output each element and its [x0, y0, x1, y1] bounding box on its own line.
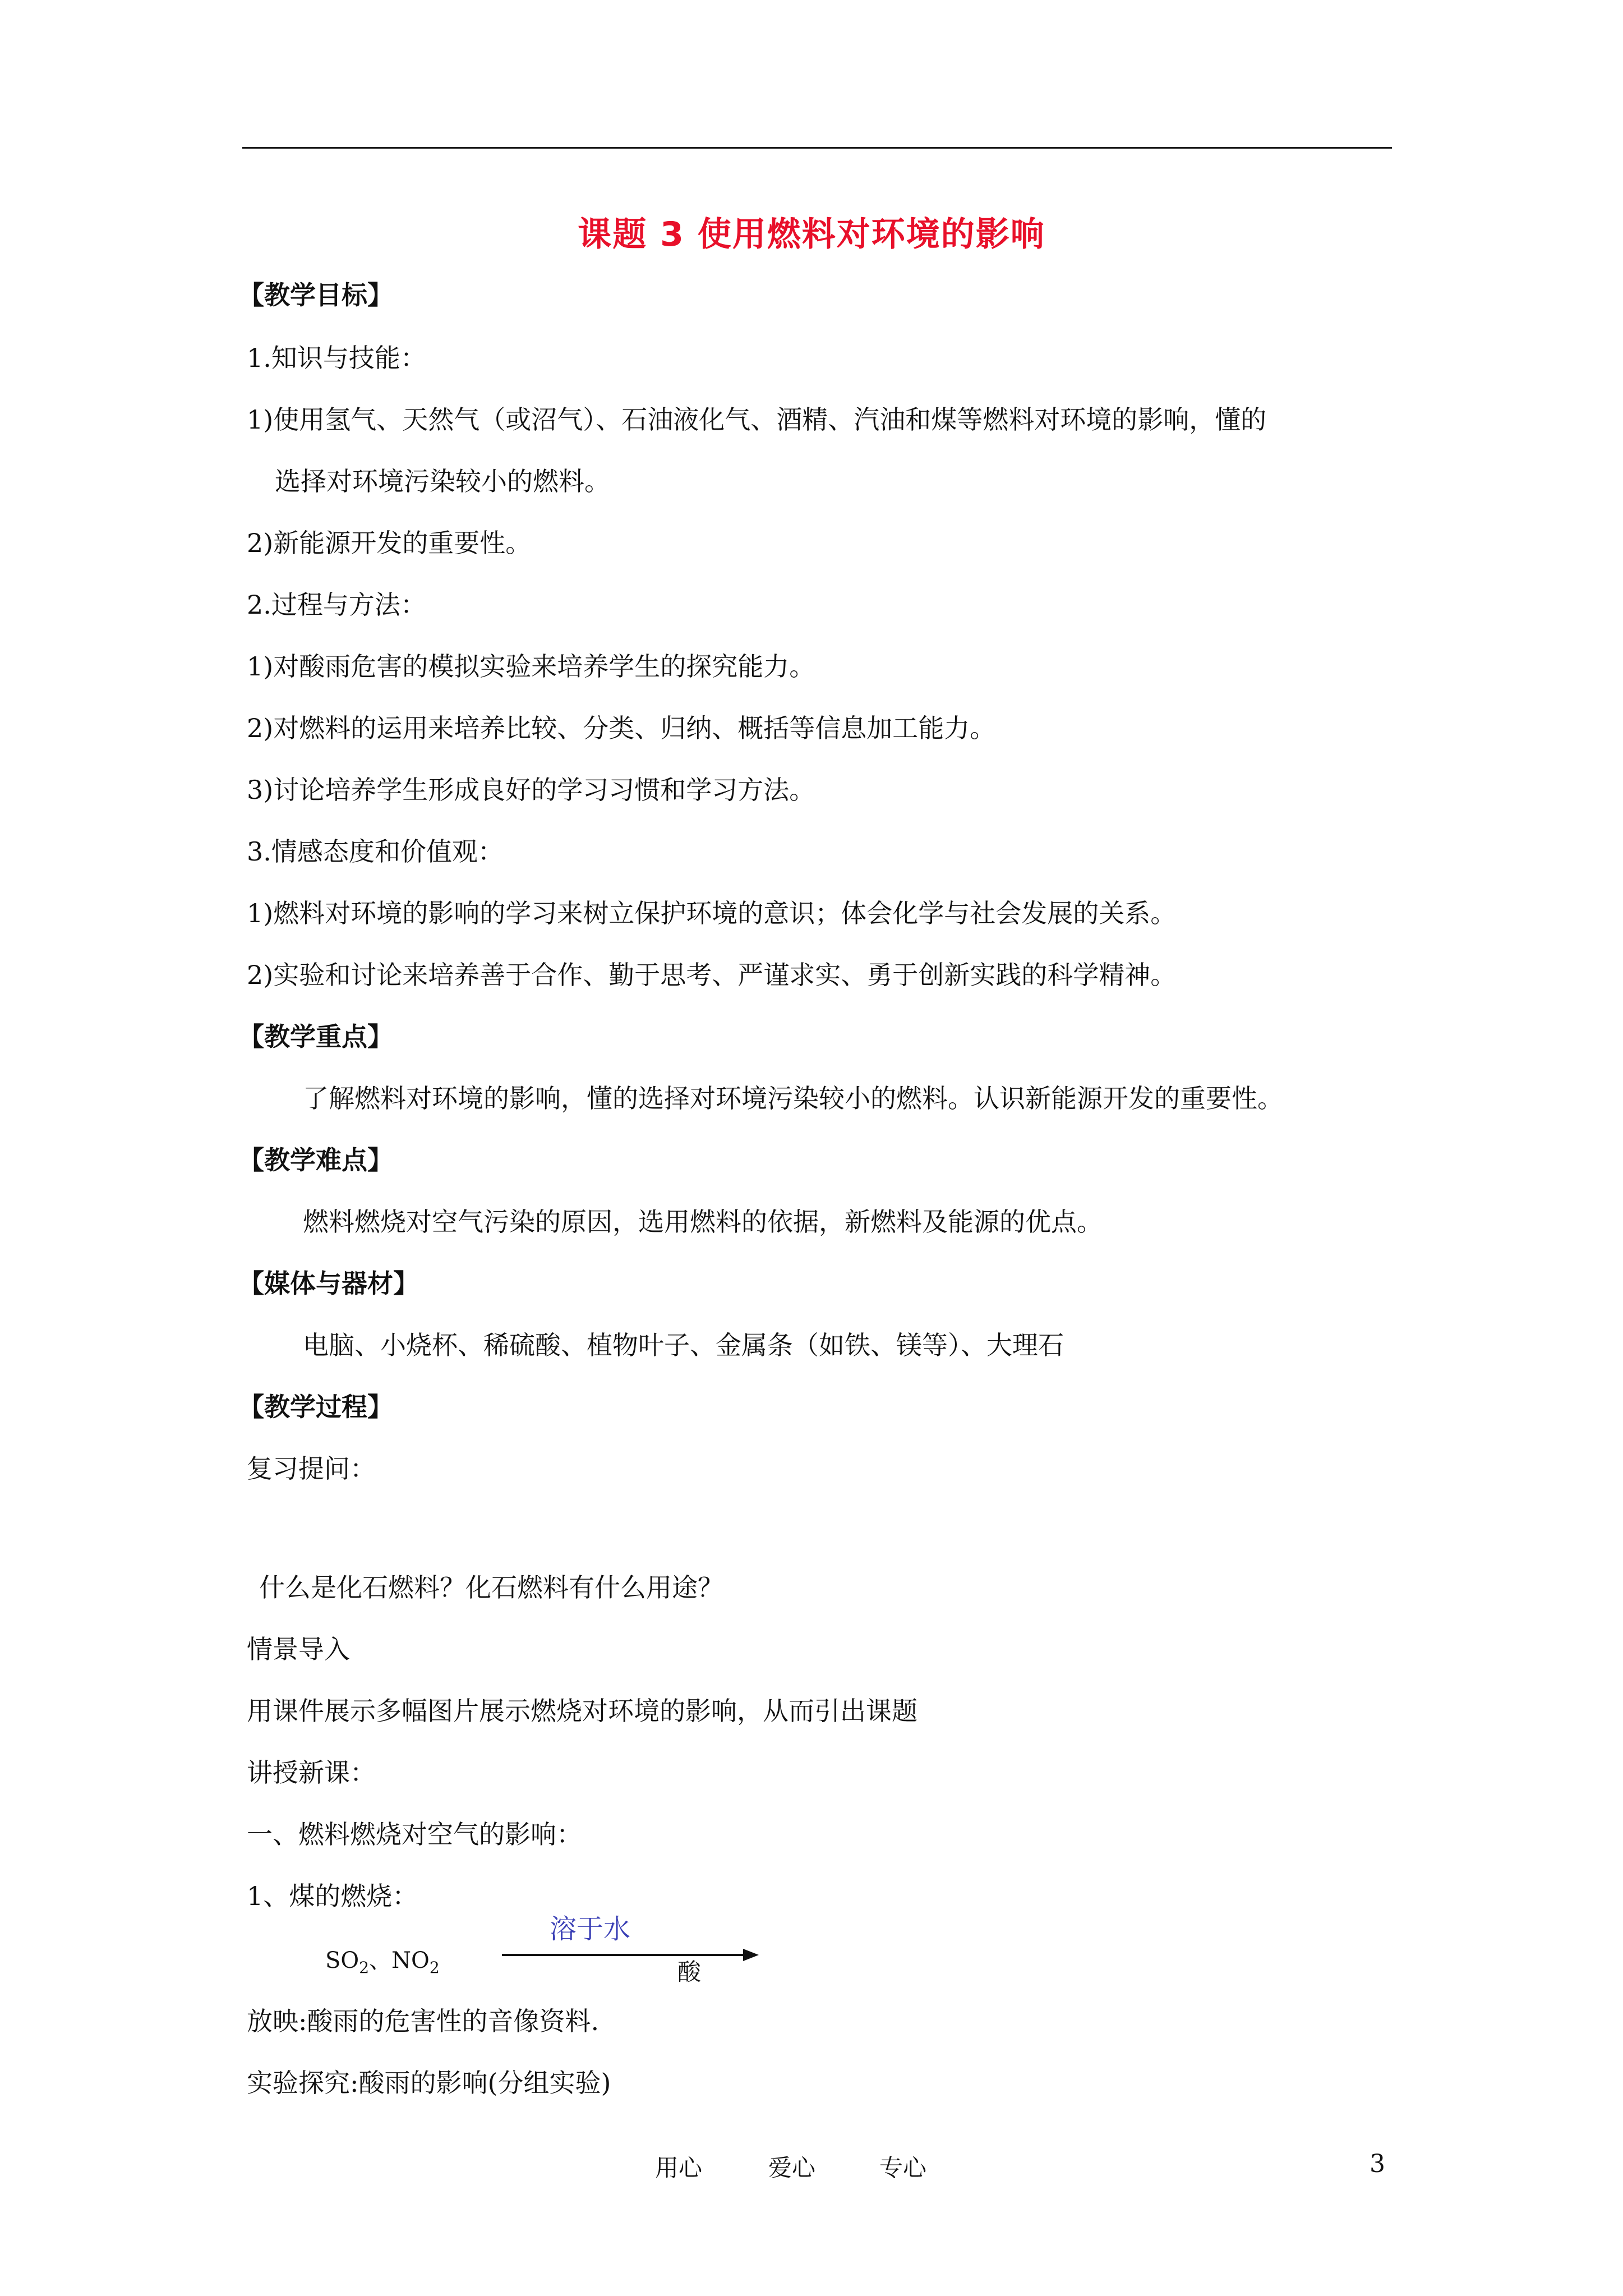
formula-subscript: 2 — [429, 1958, 440, 1977]
objective-1-1-cont: 选择对环境污染较小的燃料。 — [275, 466, 610, 496]
formula-subscript: 2 — [359, 1958, 370, 1977]
key-points-heading: 【教学重点】 — [238, 1022, 393, 1052]
media-text: 电脑、小烧杯、稀硫酸、植物叶子、金属条（如铁、镁等）、大理石 — [303, 1330, 1064, 1360]
review-question: 什么是化石燃料？化石燃料有什么用途？ — [259, 1572, 723, 1603]
objective-2-2: 2)对燃料的运用来培养比较、分类、归纳、概括等信息加工能力。 — [247, 713, 996, 743]
objective-2-1: 1)对酸雨危害的模拟实验来培养学生的探究能力。 — [247, 651, 815, 682]
page-number: 3 — [1370, 2150, 1385, 2178]
intro-text: 用课件展示多幅图片展示燃烧对环境的影响，从而引出课题 — [247, 1696, 917, 1726]
footer-word-2: 爱心 — [768, 2154, 816, 2182]
objectives-heading: 【教学目标】 — [238, 280, 393, 310]
formula-so: SO — [325, 1948, 359, 1973]
difficulty-heading: 【教学难点】 — [238, 1145, 393, 1175]
header-rule — [242, 147, 1392, 149]
process-heading: 【教学过程】 — [238, 1392, 393, 1422]
difficulty-text: 燃料燃烧对空气污染的原因，选用燃料的依据，新燃料及能源的优点。 — [303, 1207, 1103, 1237]
objective-2-3: 3)讨论培养学生形成良好的学习习惯和学习方法。 — [247, 775, 815, 805]
objective-3-1: 1)燃料对环境的影响的学习来树立保护环境的意识；体会化学与社会发展的关系。 — [247, 898, 1177, 928]
play-materials: 放映:酸雨的危害性的音像资料. — [247, 2006, 600, 2036]
knowledge-skills-heading: 1.知识与技能： — [247, 343, 426, 373]
new-lesson-label: 讲授新课： — [247, 1757, 376, 1788]
attitude-values-heading: 3.情感态度和价值观： — [247, 836, 504, 867]
media-heading: 【媒体与器材】 — [238, 1268, 419, 1299]
formula-no: 、NO — [369, 1948, 430, 1973]
coal-combustion-label: 1、煤的燃烧： — [247, 1881, 418, 1911]
process-methods-heading: 2.过程与方法： — [247, 590, 426, 620]
review-label: 复习提问： — [247, 1453, 376, 1484]
footer-word-1: 用心 — [655, 2154, 703, 2182]
arrow-label: 溶于水 — [550, 1913, 631, 1945]
objective-1-2: 2)新能源开发的重要性。 — [247, 528, 532, 558]
chemical-formula — [325, 1943, 440, 1977]
objective-3-2: 2)实验和讨论来培养善于合作、勤于思考、严谨求实、勇于创新实践的科学精神。 — [247, 960, 1177, 990]
intro-heading: 情景导入 — [247, 1634, 350, 1664]
key-points-text: 了解燃料对环境的影响，懂的选择对环境污染较小的燃料。认识新能源开发的重要性。 — [303, 1083, 1283, 1114]
experiment-label: 实验探究:酸雨的影响(分组实验) — [247, 2068, 611, 2098]
part-one-heading: 一、燃料燃烧对空气的影响： — [247, 1819, 582, 1849]
footer-word-3: 专心 — [879, 2154, 927, 2182]
reaction-arrow — [502, 1947, 760, 1963]
objective-1-1: 1)使用氢气、天然气（或沼气）、石油液化气、酒精、汽油和煤等燃料对环境的影响，懂的 — [247, 404, 1267, 435]
page-title: 课题 3 使用燃料对环境的影响 — [578, 215, 1045, 254]
arrow-result: 酸 — [677, 1958, 702, 1986]
